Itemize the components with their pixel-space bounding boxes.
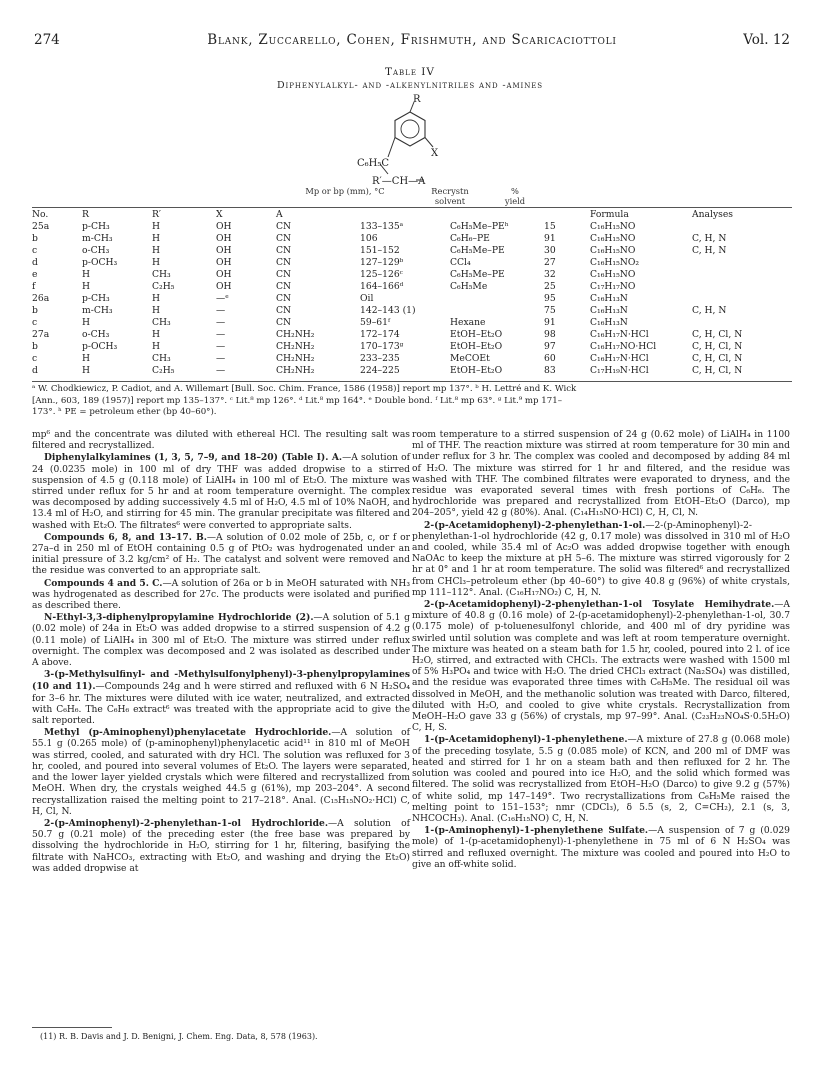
header-formula: Formula <box>590 209 629 220</box>
header-analyses: Analyses <box>692 209 734 220</box>
table-row: f H C₂H₅ OH CN 164–166ᵈ C₆H₅Me 25 C₁₇H₁₇NO <box>32 281 636 292</box>
table-bottom-rule <box>32 381 792 382</box>
section-heading: N-Ethyl-3,3-diphenylpropylamine Hydrochloride (2). <box>44 612 314 624</box>
paragraph: Methyl (p-Aminophenyl)phenylacetate Hydrochloride.—A solution of 55.1 g (0.265 mole) of (p-aminophenyl)phenylacetic acid¹¹ in 810 ml of MeOH was stirred, cooled, and saturated with dry HCl. The solution was refluxed for 3 hr, cooled, and poured into several volumes of Et₂O. The layers were separated, and the lower layer yielded crystals which were filtered and recrystallized from MeOH. When dry, the crystals weighed 44.5 g (61%), mp 203–204°. A second recrystallization raised the melting point to 217–218°. Anal. (C₁₅H₁₅NO₂·HCl) C, H, Cl, N. <box>32 727 410 817</box>
volume-label: Vol. 12 <box>743 32 790 48</box>
reference-rule <box>32 1027 112 1028</box>
paragraph: 1-(p-Aminophenyl)-1-phenylethene Sulfate.—A suspension of 7 g (0.029 mole) of 1-(p-acetamidophenyl)-1-phenylethene in 75 ml of 6 N H₂SO₄ was stirred and refluxed overnight. The mixture was cooled and poured into H₂O to give an off-white solid. <box>412 825 790 870</box>
header-yield: % yield <box>504 186 526 206</box>
table-top-rule <box>32 207 792 208</box>
data-table <box>32 209 792 377</box>
paragraph: Diphenylalkylamines (1, 3, 5, 7–9, and 18–20) (Table I). A.—A solution of 24 (0.0235 mole) in 100 ml of dry THF was added dropwise to a stirred suspension of 4.5 g (0.118 mole) of LiAlH₄ in 100 ml of Et₂O. The mixture was stirred under reflux for 5 hr and at room temperature overnight. The complex was decomposed by adding successively 4.5 ml of H₂O, 4.5 ml of 10% NaOH, and 13.4 ml of H₂O, and stirring for 45 min. The granular precipitate was filtered and washed with Et₂O. The filtrates⁶ were converted to appropriate salts. <box>32 452 410 531</box>
header-x: X <box>216 209 223 220</box>
paragraph: 3-(p-Methylsulfinyl- and -Methylsulfonylphenyl)-3-phenylpropylamines (10 and 11).—Compounds 24g and h were stirred and refluxed with 6 N H₂SO₄ for 3–6 hr. The mixtures were diluted with ice water, neutralized, and extracted with C₆H₆. The C₆H₆ extract⁶ was treated with the appropriate acid to give the salt reported. <box>32 669 410 727</box>
paragraph: room temperature to a stirred suspension of 24 g (0.62 mole) of LiAlH₄ in 1100 ml of THF. The reaction mixture was stirred at room temperature for 30 min and under reflux for 3 hr. The complex was cooled and decomposed by adding 84 ml of H₂O. The mixture was stirred for 1 hr and filtered, and the residue was washed with THF. The combined filtrates were evaporated to dryness, and the residue was evaporated several times with fresh portions of C₆H₆. The hydrochloride was prepared and recrystallized from EtOH–Et₂O (Darco), mp 204–205°, yield 42 g (80%). Anal. (C₁₄H₁₅NO·HCl) C, H, Cl, N. <box>412 430 790 519</box>
section-heading: 3-(p-Methylsulfinyl- and -Methylsulfonylphenyl)-3-phenylpropylamines (10 and 11). <box>32 669 410 693</box>
section-heading: Methyl (p-Aminophenyl)phenylacetate Hydrochloride. <box>44 727 332 739</box>
structure-label-r: R <box>413 94 421 105</box>
benzene-ring <box>395 112 425 146</box>
ring-c-bond <box>388 138 395 158</box>
section-heading: 1-(p-Aminophenyl)-1-phenylethene Sulfate. <box>424 825 649 837</box>
section-heading: 2-(p-Aminophenyl)-2-phenylethan-1-ol Hydrochloride. <box>44 817 328 829</box>
header-mp: Mp or bp (mm), °C <box>305 186 385 196</box>
table-row: b p-OCH₃ H — CH₂NH₂ 170–173ᵍ EtOH–Et₂O 97 C₁₆H₁₇NO·HCl C, H, Cl, N <box>32 341 743 352</box>
paragraph: 1-(p-Acetamidophenyl)-1-phenylethene.—A mixture of 27.8 g (0.068 mole) of the preceding tosylate, 5.5 g (0.085 mole) of KCN, and 200 ml of DMF was heated and stirred for 1 hr on a steam bath and then refluxed for 2 hr. The solution was cooled and poured into ice H₂O, and the solid which formed was filtered. The solid was recrystallized from EtOH–H₂O (Darco) to give 9.2 g (57%) of white solid, mp 147–149°. Two recrystallizations from C₆H₅Me raised the melting point to 151–153°; nmr (CDCl₃), δ 5.5 (s, 2, C=CH₂), 2.1 (s, 3, NHCOCH₃). Anal. (C₁₆H₁₅NO) C, H, N. <box>412 734 790 824</box>
table-row: c o-CH₃ H OH CN 151–152 C₆H₅Me–PE 30 C₁₆H₁₅NO C, H, N <box>32 245 727 256</box>
structure-label-x: X <box>431 148 439 159</box>
right-text-column <box>412 430 790 871</box>
paragraph: mp⁶ and the concentrate was diluted with ethereal HCl. The resulting salt was filtered and recrystallized. <box>32 430 410 452</box>
chemical-structure-diagram <box>330 92 490 194</box>
header-no: No. <box>32 209 49 220</box>
header-solvent: Recrystn solvent <box>431 186 469 206</box>
structure-label-c6h5c: C₆H₅C <box>357 158 390 169</box>
paragraph: 2-(p-Acetamidophenyl)-2-phenylethan-1-ol Tosylate Hemihydrate.—A mixture of 40.8 g (0.16 mole) of 2-(p-acetamidophenyl)-2-phenylethan-1-ol, 30.7 (0.175 mole) of p-toluenesulfonyl chloride, and 400 ml of dry pyridine was swirled until solution was complete and was left at room temperature overnight. The mixture was heated on a steam bath for 1.5 hr, cooled, poured into 2 l. of ice H₂O, stirred, and extracted with CHCl₃. The extracts were washed with 1500 ml of 5% H₃PO₄ and twice with H₂O. The dried CHCl₃ extract (Na₂SO₄) was distilled, and the residue was evaporated three times with C₆H₅Me. The residual oil was dissolved in MeOH, and the methanolic solution was treated with Darco, filtered, diluted with H₂O, and cooled to give white crystals. Recrystallization from MeOH–H₂O gave 33 g (56%) of crystals, mp 97–99°. Anal. (C₂₃H₂₃NO₄S·0.5H₂O) C, H, S. <box>412 599 790 734</box>
footnote-line: 173°. ʰ PE = petroleum ether (bp 40–60°). <box>32 407 217 417</box>
table-row: 26a p-CH₃ H —ᵉ CN Oil 95 C₁₆H₁₃N <box>32 293 628 304</box>
section-heading: Compounds 6, 8, and 13–17. B. <box>44 531 207 543</box>
paragraph: Compounds 6, 8, and 13–17. B.—A solution of 0.02 mole of 25b, c, or f or 27a–d in 250 ml of EtOH containing 0.5 g of PtO₂ was hydrogenated under an initial pressure of 3.2 kg/cm² of H₂. The catalyst and solvent were removed and the residue was converted to an appropriate salt. <box>32 531 410 577</box>
left-text-column <box>32 430 410 875</box>
reference-11: (11) R. B. Davis and J. D. Benigni, J. Chem. Eng. Data, 8, 578 (1963). <box>40 1032 318 1041</box>
section-heading: Compounds 4 and 5. C. <box>44 577 163 589</box>
section-heading: 2-(p-Acetamidophenyl)-2-phenylethan-1-ol Tosylate Hemihydrate. <box>424 599 775 611</box>
section-heading: 2-(p-Acetamidophenyl)-2-phenylethan-1-ol. <box>424 519 646 531</box>
footnote-line: [Ann., 603, 189 (1957)] report mp 135–137°. ᶜ Lit.⁸ mp 126°. ᵈ Lit.⁸ mp 164°. ᵉ Double bond. ᶠ Lit.⁸ mp 63°. ᵍ Lit.⁹ mp 171– <box>32 395 562 406</box>
structure-label-rprime-ch-a: R′—CH—A <box>372 176 426 187</box>
table-row: c H CH₃ — CN 59–61ᶠ Hexane 91 C₁₆H₁₃N <box>32 317 628 328</box>
paragraph: 2-(p-Aminophenyl)-2-phenylethan-1-ol Hydrochloride.—A solution of 50.7 g (0.21 mole) of the preceding ester (the free base was prepared by dissolving the hydrochloride in H₂O, stirring for 1 hr, filtering, basifying the filtrate with NaHCO₃, extracting with Et₂O, and washing and drying the Et₂O) was added dropwise at <box>32 817 410 874</box>
table-label: Table IV <box>384 66 436 78</box>
page-header <box>34 32 790 52</box>
table-title: Diphenylalkyl- and -alkenylnitriles and -amines <box>277 80 543 91</box>
x-bond <box>425 138 433 148</box>
header-r: R <box>82 209 89 220</box>
aromatic-circle <box>401 120 419 138</box>
running-authors: Blank, Zuccarello, Cohen, Frishmuth, and Scaricaciottoli <box>207 32 617 48</box>
paragraph: Compounds 4 and 5. C.—A solution of 26a or b in MeOH saturated with NH₃ was hydrogenated as described for 27c. The products were isolated and purified as described there. <box>32 577 411 612</box>
section-heading: 1-(p-Acetamidophenyl)-1-phenylethene. <box>424 734 628 746</box>
table-row: d p-OCH₃ H OH CN 127–129ᵇ CCl₄ 27 C₁₆H₁₅NO₂ <box>32 257 640 268</box>
table-row: b m-CH₃ H OH CN 106 C₆H₆–PE 91 C₁₆H₁₅NO C, H, N <box>32 233 727 244</box>
header-a: A <box>276 209 283 220</box>
table-header-row <box>32 209 792 221</box>
table-row: d H C₂H₅ — CH₂NH₂ 224–225 EtOH–Et₂O 83 C₁₇H₁₉N·HCl C, H, Cl, N <box>32 365 743 376</box>
paragraph: N-Ethyl-3,3-diphenylpropylamine Hydrochloride (2).—A solution of 5.1 g (0.02 mole) of 24a in Et₂O was added dropwise to a stirred suspension of 4.2 g (0.11 mole) of LiAlH₄ in 300 ml of Et₂O. The mixture was stirred under reflux overnight. The complex was decomposed and 2 was isolated as described under A above. <box>32 612 410 669</box>
header-r-prime: R′ <box>152 209 162 220</box>
paragraph: 2-(p-Acetamidophenyl)-2-phenylethan-1-ol.—2-(p-Aminophenyl)-2-phenylethan-1-ol hydrochloride (42 g, 0.17 mole) was dissolved in 310 ml of H₂O and cooled, while 35.4 ml of Ac₂O was added dropwise together with enough NaOAc to keep the mixture at pH 5–6. The mixture was stirred vigorously for 2 hr at 0° and 1 hr at room temperature. The solid was filtered⁶ and recrystallized from CHCl₃–petroleum ether (bp 40–60°) to give 40.8 g (96%) of white crystals, mp 111–112°. Anal. (C₁₆H₁₇NO₂) C, H, N. <box>412 519 790 598</box>
page-number: 274 <box>34 32 60 48</box>
table-row: e H CH₃ OH CN 125–126ᶜ C₆H₅Me–PE 32 C₁₆H₁₅NO <box>32 269 636 280</box>
table-row: 25a p-CH₃ H OH CN 133–135ᵃ C₆H₅Me–PEʰ 15 C₁₆H₁₅NO <box>32 221 636 232</box>
table-footnotes <box>32 384 792 419</box>
table-row: c H CH₃ — CH₂NH₂ 233–235 MeCOEt 60 C₁₆H₁₇N·HCl C, H, Cl, N <box>32 353 743 364</box>
table-row: 27a o-CH₃ H — CH₂NH₂ 172–174 EtOH–Et₂O 98 C₁₆H₁₇N·HCl C, H, Cl, N <box>32 329 743 340</box>
footnote-line: ᵃ W. Chodkiewicz, P. Cadiot, and A. Willemart [Bull. Soc. Chim. France, 1586 (1958)] report mp 137°. ᵇ H. Lettré and K. Wick <box>32 384 577 394</box>
table-row: b m-CH₃ H — CN 142–143 (1) 75 C₁₆H₁₃N C, H, N <box>32 305 727 316</box>
section-heading: Diphenylalkylamines (1, 3, 5, 7–9, and 18–20) (Table I). A. <box>44 452 343 464</box>
